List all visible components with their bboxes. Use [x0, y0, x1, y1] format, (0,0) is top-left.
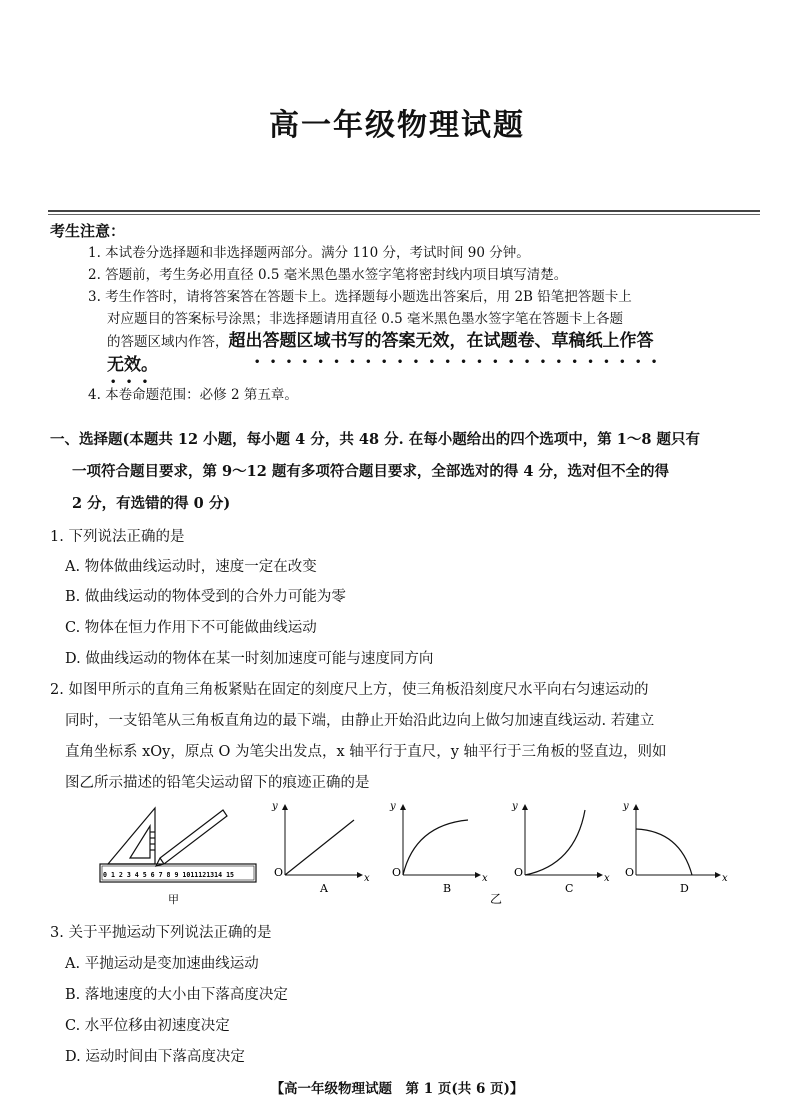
q2-line-1: 2. 如图甲所示的直角三角板紧贴在固定的刻度尺上方，使三角板沿刻度尺水平向右匀速运动的 [50, 682, 649, 698]
header-rule-thick [48, 210, 760, 212]
q1-option-c: C. 物体在恒力作用下不可能做曲线运动 [65, 620, 317, 636]
notice-item-1: 1. 本试卷分选择题和非选择题两部分。满分 110 分，考试时间 90 分钟。 [88, 245, 530, 261]
graph-b [403, 805, 480, 875]
notice-emphasis-2: 无效。 [107, 355, 158, 375]
graph-a-x-label: x [364, 873, 370, 884]
graph-d-curve [636, 829, 692, 875]
graph-a-label: A [320, 882, 328, 895]
graph-d [636, 805, 720, 875]
graph-d-label: D [680, 882, 689, 895]
exam-title: 高一年级物理试题 [269, 108, 525, 143]
page-footer: 【高一年级物理试题 第 1 页(共 6 页)】 [270, 1081, 524, 1097]
notice-item-3-line-2: 对应题目的答案标号涂黑；非选择题请用直径 0.5 毫米黑色墨水签字笔在答题卡上各题 [107, 311, 624, 327]
notice-item-3-line-4 [107, 355, 158, 376]
graph-b-y-label: y [390, 801, 396, 812]
ruler-ticks: 0 1 2 3 4 5 6 7 8 9 1011121314 15 [103, 871, 235, 879]
q1-option-b: B. 做曲线运动的物体受到的合外力可能为零 [65, 589, 346, 605]
figure-jia [98, 800, 260, 910]
figure-yi [260, 795, 740, 905]
graph-d-origin: O [625, 866, 635, 879]
graph-a-origin: O [274, 866, 284, 879]
graph-c-curve [525, 810, 585, 875]
header-rule-thin [48, 214, 760, 215]
notice-item-2: 2. 答题前，考生务必用直径 0.5 毫米黑色墨水签字笔将密封线内项目填写清楚。 [88, 267, 568, 283]
graph-c [525, 805, 602, 875]
q1-option-d: D. 做曲线运动的物体在某一时刻加速度可能与速度同方向 [65, 651, 434, 667]
graph-d-x-label: x [722, 873, 728, 884]
graph-c-y-label: y [512, 801, 518, 812]
q2-line-4: 图乙所示描述的铅笔尖运动留下的痕迹正确的是 [65, 775, 370, 791]
section-1-line-3: 2 分，有选错的得 0 分) [72, 495, 231, 512]
graph-c-x-label: x [604, 873, 610, 884]
graph-b-x-label: x [482, 873, 488, 884]
graph-a-curve [285, 820, 354, 875]
graph-c-origin: O [514, 866, 524, 879]
graph-b-label: B [443, 882, 452, 895]
graph-a [285, 805, 362, 875]
figure-jia-label: 甲 [168, 893, 179, 906]
figure-yi-label: 乙 [490, 892, 503, 905]
q3-option-b: B. 落地速度的大小由下落高度决定 [65, 987, 288, 1003]
emphasis-dots-1: • • • • • • • • • • • • • • • • • • • • • • • • • • [254, 357, 661, 368]
graph-d-y-label: y [623, 801, 629, 812]
triangle-ruler-inner [130, 826, 150, 858]
q2-line-2: 同时，一支铅笔从三角板直角边的最下端，由静止开始沿此边向上做匀加速直线运动. 若建立 [65, 713, 655, 729]
graph-b-curve [403, 820, 468, 875]
q3-option-d: D. 运动时间由下落高度决定 [65, 1049, 245, 1065]
section-1-line-1: 一、选择题(本题共 12 小题，每小题 4 分，共 48 分. 在每小题给出的四个选项中，第 1～8 题只有 [50, 431, 700, 448]
graph-c-label: C [565, 882, 574, 895]
q3-option-a: A. 平抛运动是变加速曲线运动 [65, 956, 259, 972]
notice-item-3-line-3 [107, 331, 654, 352]
q2-line-3: 直角坐标系 xOy，原点 O 为笔尖出发点，x 轴平行于直尺，y 轴平行于三角板的竖直边，则如 [65, 744, 667, 760]
emphasis-dots-2: • • • [110, 377, 152, 388]
notice-item-3-prefix: 的答题区域内作答， [107, 334, 229, 350]
graph-b-origin: O [392, 866, 402, 879]
section-1-line-2: 一项符合题目要求，第 9～12 题有多项符合题目要求，全部选对的得 4 分，选对但不全的得 [72, 463, 670, 480]
q3-stem: 3. 关于平抛运动下列说法正确的是 [50, 925, 272, 941]
notice-heading: 考生注意： [50, 222, 126, 240]
notice-emphasis-1: 超出答题区域书写的答案无效，在试题卷、草稿纸上作答 [228, 331, 654, 351]
notice-item-4: 4. 本卷命题范围：必修 2 第五章。 [88, 387, 298, 403]
pencil [156, 810, 227, 866]
q1-option-a: A. 物体做曲线运动时，速度一定在改变 [65, 559, 317, 575]
graph-a-y-label: y [272, 801, 278, 812]
q3-option-c: C. 水平位移由初速度决定 [65, 1018, 230, 1034]
q1-stem: 1. 下列说法正确的是 [50, 529, 185, 545]
notice-item-3-line-1: 3. 考生作答时，请将答案答在答题卡上。选择题每小题选出答案后，用 2B 铅笔把答题卡上 [88, 289, 632, 305]
